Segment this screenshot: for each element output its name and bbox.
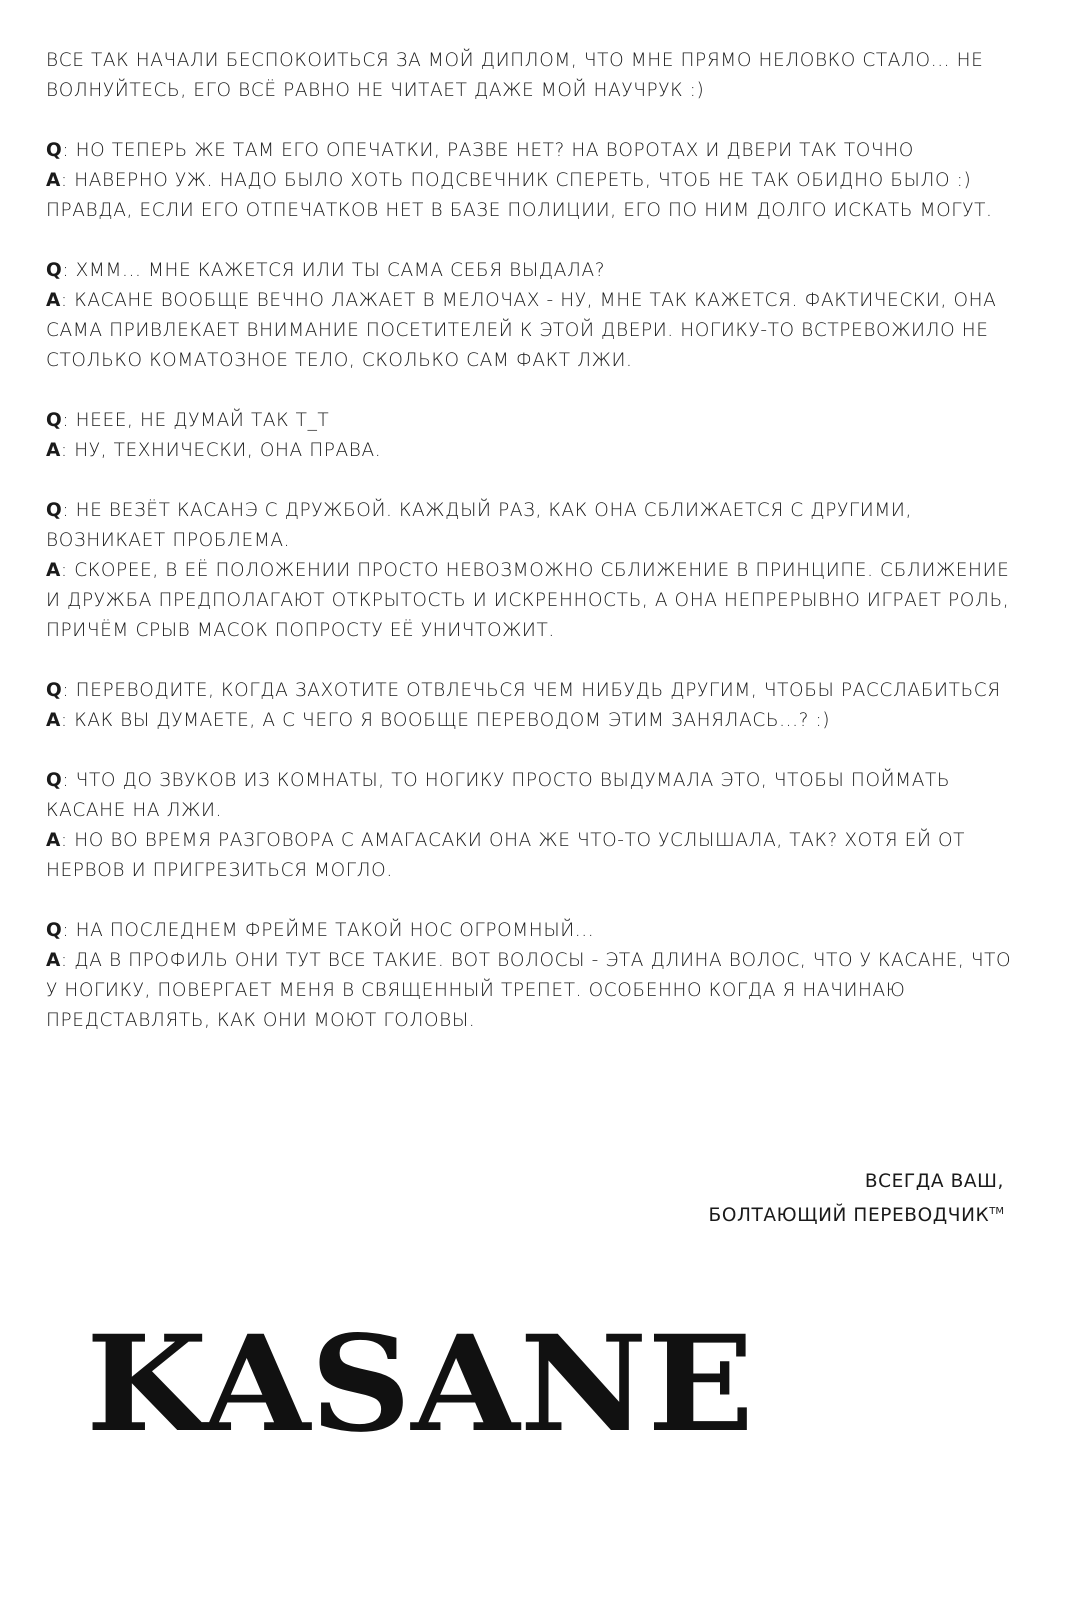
question-text: ХММ... МНЕ КАЖЕТСЯ ИЛИ ТЫ САМА СЕБЯ ВЫДАЛА?: [75, 260, 606, 281]
translator-notes: [46, 46, 1016, 1066]
qa-block: [46, 256, 1016, 376]
question: Q: НЕ ВЕЗЁТ КАСАНЭ С ДРУЖБОЙ. КАЖДЫЙ РАЗ, КАК ОНА СБЛИЖАЕТСЯ С ДРУГИМИ, ВОЗНИКАЕТ ПРОБЛЕМА.: [46, 500, 912, 551]
question-text: НЕЕЕ, НЕ ДУМАЙ ТАК Т_Т: [75, 410, 330, 431]
question: Q: НА ПОСЛЕДНЕМ ФРЕЙМЕ ТАКОЙ НОС ОГРОМНЫЙ...: [46, 920, 595, 941]
question-mark: Q: [46, 920, 63, 941]
qa-block: [46, 496, 1016, 646]
question-text: НА ПОСЛЕДНЕМ ФРЕЙМЕ ТАКОЙ НОС ОГРОМНЫЙ...: [75, 920, 595, 941]
question: Q: ЧТО ДО ЗВУКОВ ИЗ КОМНАТЫ, ТО НОГИКУ ПРОСТО ВЫДУМАЛА ЭТО, ЧТОБЫ ПОЙМАТЬ КАСАНЕ НА ЛЖИ.: [46, 770, 951, 821]
answer-text: КАСАНЕ ВООБЩЕ ВЕЧНО ЛАЖАЕТ В МЕЛОЧАХ - НУ, МНЕ ТАК КАЖЕТСЯ. ФАКТИЧЕСКИ, ОНА САМА ПРИВЛЕКАЕТ ВНИМАНИЕ ПОСЕТИТЕЛЕЙ К ЭТОЙ ДВЕРИ. НОГИКУ-ТО ВСТРЕВОЖИЛО НЕ СТОЛЬКО КОМАТОЗНОЕ ТЕЛО, СКОЛЬКО САМ ФАКТ ЛЖИ.: [46, 290, 997, 371]
answer: A: НАВЕРНО УЖ. НАДО БЫЛО ХОТЬ ПОДСВЕЧНИК СПЕРЕТЬ, ЧТОБ НЕ ТАК ОБИДНО БЫЛО :) ПРАВДА, ЕСЛИ ЕГО ОТПЕЧАТКОВ НЕТ В БАЗЕ ПОЛИЦИИ, ЕГО ПО НИМ ДОЛГО ИСКАТЬ МОГУТ.: [46, 170, 993, 221]
signature-name: БОЛТАЮЩИЙ ПЕРЕВОДЧИК: [708, 1205, 990, 1227]
answer-mark: A: [46, 170, 61, 191]
answer-mark: A: [46, 560, 61, 581]
answer: A: КАСАНЕ ВООБЩЕ ВЕЧНО ЛАЖАЕТ В МЕЛОЧАХ - НУ, МНЕ ТАК КАЖЕТСЯ. ФАКТИЧЕСКИ, ОНА САМА ПРИВЛЕКАЕТ ВНИМАНИЕ ПОСЕТИТЕЛЕЙ К ЭТОЙ ДВЕРИ. НОГИКУ-ТО ВСТРЕВОЖИЛО НЕ СТОЛЬКО КОМАТОЗНОЕ ТЕЛО, СКОЛЬКО САМ ФАКТ ЛЖИ.: [46, 290, 997, 371]
answer: A: СКОРЕЕ, В ЕЁ ПОЛОЖЕНИИ ПРОСТО НЕВОЗМОЖНО СБЛИЖЕНИЕ В ПРИНЦИПЕ. СБЛИЖЕНИЕ И ДРУЖБА ПРЕДПОЛАГАЮТ ОТКРЫТОСТЬ И ИСКРЕННОСТЬ, А ОНА НЕПРЕРЫВНО ИГРАЕТ РОЛЬ, ПРИЧЁМ СРЫВ МАСОК ПОПРОСТУ ЕЁ УНИЧТОЖИТ.: [46, 560, 1010, 641]
question-mark: Q: [46, 260, 63, 281]
signature-line-1: ВСЕГДА ВАШ,: [864, 1171, 1004, 1192]
answer: A: КАК ВЫ ДУМАЕТЕ, А С ЧЕГО Я ВООБЩЕ ПЕРЕВОДОМ ЭТИМ ЗАНЯЛАСЬ...? :): [46, 710, 831, 731]
question-mark: Q: [46, 770, 63, 791]
question-mark: Q: [46, 500, 63, 521]
question: Q: ПЕРЕВОДИТЕ, КОГДА ЗАХОТИТЕ ОТВЛЕЧЬСЯ ЧЕМ НИБУДЬ ДРУГИМ, ЧТОБЫ РАССЛАБИТЬСЯ: [46, 680, 1001, 701]
question: Q: НО ТЕПЕРЬ ЖЕ ТАМ ЕГО ОПЕЧАТКИ, РАЗВЕ НЕТ? НА ВОРОТАХ И ДВЕРИ ТАК ТОЧНО: [46, 140, 914, 161]
question-text: ПЕРЕВОДИТЕ, КОГДА ЗАХОТИТЕ ОТВЛЕЧЬСЯ ЧЕМ НИБУДЬ ДРУГИМ, ЧТОБЫ РАССЛАБИТЬСЯ: [75, 680, 1001, 701]
question-mark: Q: [46, 410, 63, 431]
question-mark: Q: [46, 140, 63, 161]
answer-text: НО ВО ВРЕМЯ РАЗГОВОРА С АМАГАСАКИ ОНА ЖЕ ЧТО-ТО УСЛЫШАЛА, ТАК? ХОТЯ ЕЙ ОТ НЕРВОВ И ПРИГРЕЗИТЬСЯ МОГЛО.: [46, 830, 966, 881]
qa-block: [46, 916, 1016, 1036]
qa-block: [46, 766, 1016, 886]
answer-text: СКОРЕЕ, В ЕЁ ПОЛОЖЕНИИ ПРОСТО НЕВОЗМОЖНО СБЛИЖЕНИЕ В ПРИНЦИПЕ. СБЛИЖЕНИЕ И ДРУЖБА ПРЕДПОЛАГАЮТ ОТКРЫТОСТЬ И ИСКРЕННОСТЬ, А ОНА НЕПРЕРЫВНО ИГРАЕТ РОЛЬ, ПРИЧЁМ СРЫВ МАСОК ПОПРОСТУ ЕЁ УНИЧТОЖИТ.: [46, 560, 1010, 641]
answer-mark: A: [46, 710, 61, 731]
intro-paragraph: ВСЕ ТАК НАЧАЛИ БЕСПОКОИТЬСЯ ЗА МОЙ ДИПЛОМ, ЧТО МНЕ ПРЯМО НЕЛОВКО СТАЛО... НЕ ВОЛНУЙТЕСЬ, ЕГО ВСЁ РАВНО НЕ ЧИТАЕТ ДАЖЕ МОЙ НАУЧРУК :): [46, 50, 984, 101]
signature: [709, 1167, 1004, 1231]
answer: A: НУ, ТЕХНИЧЕСКИ, ОНА ПРАВА.: [46, 440, 382, 461]
answer: A: НО ВО ВРЕМЯ РАЗГОВОРА С АМАГАСАКИ ОНА ЖЕ ЧТО-ТО УСЛЫШАЛА, ТАК? ХОТЯ ЕЙ ОТ НЕРВОВ И ПРИГРЕЗИТЬСЯ МОГЛО.: [46, 830, 966, 881]
question-text: НО ТЕПЕРЬ ЖЕ ТАМ ЕГО ОПЕЧАТКИ, РАЗВЕ НЕТ? НА ВОРОТАХ И ДВЕРИ ТАК ТОЧНО: [75, 140, 914, 161]
trademark-mark: TM: [989, 1206, 1004, 1217]
answer-mark: A: [46, 830, 61, 851]
answer-text: НУ, ТЕХНИЧЕСКИ, ОНА ПРАВА.: [74, 440, 382, 461]
question-mark: Q: [46, 680, 63, 701]
qa-block: [46, 406, 1016, 466]
answer-text: ДА В ПРОФИЛЬ ОНИ ТУТ ВСЕ ТАКИЕ. ВОТ ВОЛОСЫ - ЭТА ДЛИНА ВОЛОС, ЧТО У КАСАНЕ, ЧТО У НОГИКУ, ПОВЕРГАЕТ МЕНЯ В СВЯЩЕННЫЙ ТРЕПЕТ. ОСОБЕННО КОГДА Я НАЧИНАЮ ПРЕДСТАВЛЯТЬ, КАК ОНИ МОЮТ ГОЛОВЫ.: [46, 950, 1012, 1031]
logo-text: KASANE: [86, 1318, 754, 1448]
answer-text: КАК ВЫ ДУМАЕТЕ, А С ЧЕГО Я ВООБЩЕ ПЕРЕВОДОМ ЭТИМ ЗАНЯЛАСЬ...? :): [74, 710, 831, 731]
answer-mark: A: [46, 440, 61, 461]
question-text: ЧТО ДО ЗВУКОВ ИЗ КОМНАТЫ, ТО НОГИКУ ПРОСТО ВЫДУМАЛА ЭТО, ЧТОБЫ ПОЙМАТЬ КАСАНЕ НА ЛЖИ.: [46, 770, 951, 821]
question: Q: ХММ... МНЕ КАЖЕТСЯ ИЛИ ТЫ САМА СЕБЯ ВЫДАЛА?: [46, 260, 606, 281]
qa-block: [46, 676, 1016, 736]
answer-text: НАВЕРНО УЖ. НАДО БЫЛО ХОТЬ ПОДСВЕЧНИК СПЕРЕТЬ, ЧТОБ НЕ ТАК ОБИДНО БЫЛО :) ПРАВДА, ЕСЛИ ЕГО ОТПЕЧАТКОВ НЕТ В БАЗЕ ПОЛИЦИИ, ЕГО ПО НИМ ДОЛГО ИСКАТЬ МОГУТ.: [46, 170, 993, 221]
signature-line-2: [709, 1197, 1004, 1231]
question: Q: НЕЕЕ, НЕ ДУМАЙ ТАК Т_Т: [46, 410, 330, 431]
qa-block: [46, 136, 1016, 226]
answer-mark: A: [46, 290, 61, 311]
answer: A: ДА В ПРОФИЛЬ ОНИ ТУТ ВСЕ ТАКИЕ. ВОТ ВОЛОСЫ - ЭТА ДЛИНА ВОЛОС, ЧТО У КАСАНЕ, ЧТО У НОГИКУ, ПОВЕРГАЕТ МЕНЯ В СВЯЩЕННЫЙ ТРЕПЕТ. ОСОБЕННО КОГДА Я НАЧИНАЮ ПРЕДСТАВЛЯТЬ, КАК ОНИ МОЮТ ГОЛОВЫ.: [46, 950, 1012, 1031]
kasane-logo: [86, 1318, 766, 1448]
answer-mark: A: [46, 950, 61, 971]
qa-list: [46, 136, 1016, 1036]
question-text: НЕ ВЕЗЁТ КАСАНЭ С ДРУЖБОЙ. КАЖДЫЙ РАЗ, КАК ОНА СБЛИЖАЕТСЯ С ДРУГИМИ, ВОЗНИКАЕТ ПРОБЛЕМА.: [46, 500, 912, 551]
